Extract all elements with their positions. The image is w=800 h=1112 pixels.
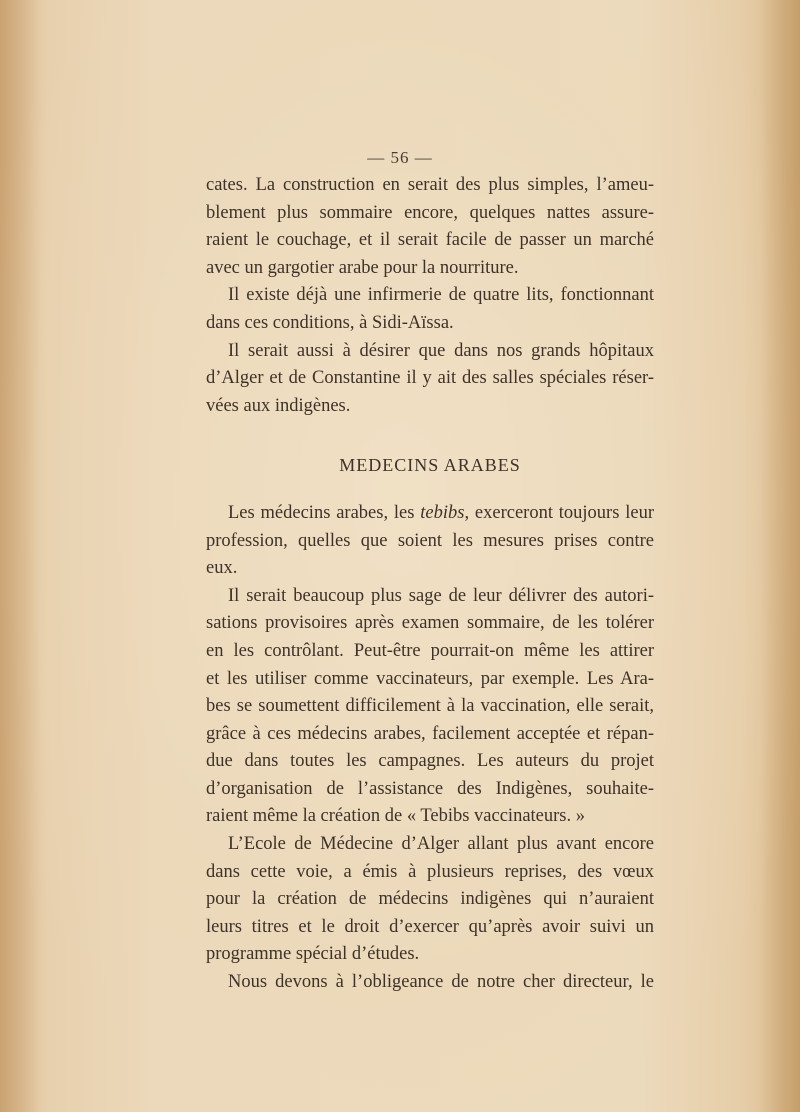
paragraph: [206, 172, 654, 282]
page-number: — 56 —: [367, 148, 433, 167]
text-line: cates. La construction en serait des plus simples, l’ameu-: [206, 175, 654, 195]
text-line: profession, quelles que soient les mesures prises contre: [206, 530, 654, 551]
text-line: Il serait beaucoup plus sage de leur délivrer des autori-: [228, 585, 654, 606]
text-line: Il serait aussi à désirer que dans nos grands hôpitaux: [228, 340, 654, 361]
text-line: grâce à ces médecins arabes, facilement acceptée et répan-: [206, 723, 654, 744]
text-line: L’Ecole de Médecine d’Alger allant plus avant encore: [228, 834, 654, 855]
text-line: bes se soumettent difficilement à la vaccination, elle serait,: [206, 696, 654, 717]
text-line: leurs titres et le droit d’exercer qu’après avoir suivi un: [206, 916, 654, 937]
text-line: [206, 500, 654, 528]
text-line: en les contrôlant. Peut-être pourrait-on même les attirer: [206, 640, 654, 661]
paragraph: [206, 969, 654, 997]
text-fragment: Les médecins arabes, les: [228, 502, 421, 523]
section-heading: MEDECINS ARABES: [339, 455, 521, 476]
paragraph: [206, 500, 654, 583]
text-line: d’organisation de l’assistance des Indigènes, souhaite-: [206, 778, 654, 799]
text-line: due dans toutes les campagnes. Les auteurs du projet: [206, 751, 654, 772]
text-fragment: , exerceront toujours leur: [464, 502, 654, 523]
paragraph: [206, 831, 654, 969]
text-line: avec un gargotier arabe pour la nourriture.: [206, 257, 519, 278]
text-line: d’Alger et de Constantine il y ait des salles spéciales réser-: [206, 368, 654, 389]
text-line: vées aux indigènes.: [206, 395, 351, 416]
text-line: dans cette voie, a émis à plusieurs reprises, des vœux: [206, 861, 654, 882]
text-line: dans ces conditions, à Sidi-Aïssa.: [206, 312, 454, 333]
text-line: raient le couchage, et il serait facile de passer un marché: [206, 230, 654, 251]
text-line: et les utiliser comme vaccinateurs, par exemple. Les Ara-: [206, 668, 654, 689]
text-line: sations provisoires après examen sommaire, de les tolérer: [206, 613, 654, 634]
text-line: raient même la création de « Tebibs vaccinateurs. »: [206, 806, 585, 827]
italic-term: tebibs: [420, 502, 465, 523]
paragraph: [206, 282, 654, 337]
text-line: Il existe déjà une infirmerie de quatre lits, fonctionnant: [228, 285, 654, 306]
paragraph: [206, 338, 654, 421]
text-line: programme spécial d’études.: [206, 944, 420, 965]
text-line: Nous devons à l’obligeance de notre cher directeur, le: [228, 972, 654, 993]
text-line: blement plus sommaire encore, quelques nattes assure-: [206, 202, 654, 223]
text-line: pour la création de médecins indigènes qui n’auraient: [206, 889, 654, 910]
paragraph: [206, 583, 654, 831]
text-line: eux.: [206, 558, 238, 579]
body-text: [206, 172, 654, 997]
